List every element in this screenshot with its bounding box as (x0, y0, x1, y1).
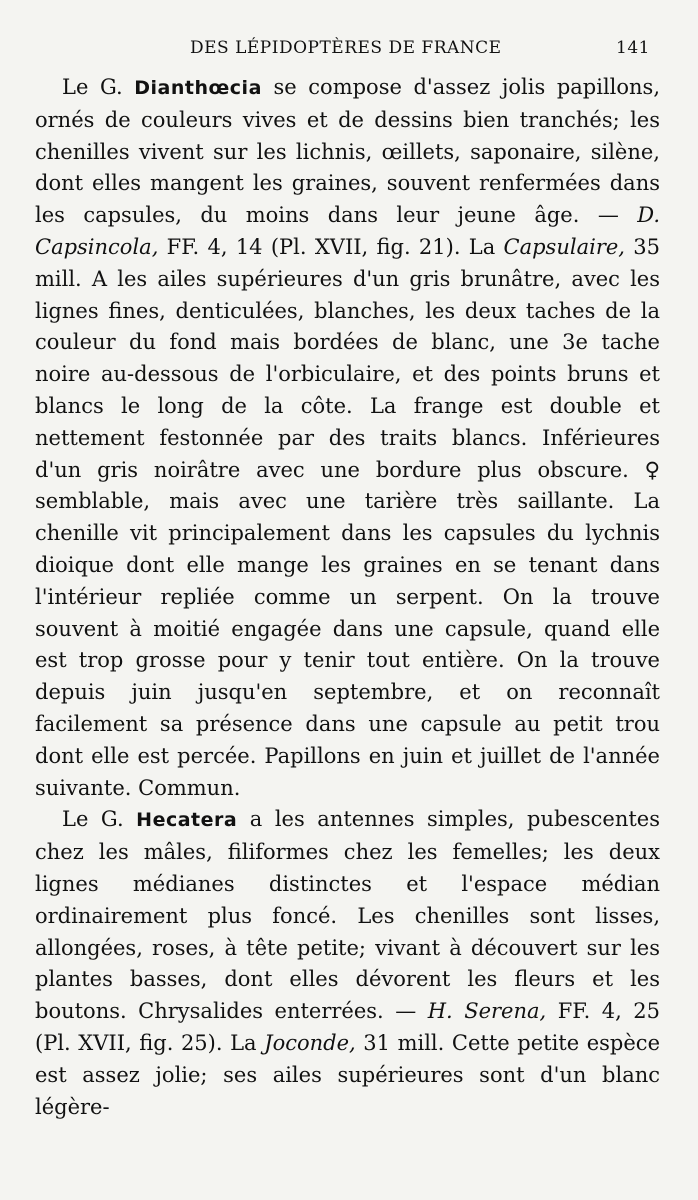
para1-text-1: se compose d'assez jolis papillons, ornés de couleurs vives et de dessins bien tranchés; les chenilles vivent sur les lichnis, œillets, saponaire, silène, dont elles mangent les graines, souvent renfermées dans les capsules, du moins dans leur jeune âge. — (35, 75, 660, 228)
common-name-capsulaire: Capsulaire, (503, 234, 625, 259)
para2-text-0: Le G. (62, 807, 137, 832)
species-name-serena: H. Serena, (427, 999, 547, 1024)
para2-text-3: 31 mill. Cette petite espèce est assez jolie; ses ailes supérieures sont d'un blanc légère- (35, 1030, 660, 1119)
common-name-joconde: Joconde, (264, 1030, 356, 1055)
genus-name-dianthoecia: Dianthœcia (134, 77, 262, 99)
para2-text-1: a les antennes simples, pubescentes chez les mâles, filiformes chez les femelles; les deux lignes médianes distinctes et l'espace médian ordinairement plus foncé. Les chenilles sont lisses, allongées, roses, à tête petite; vivant à découvert sur les plantes basses, dont elles dévorent les fleurs et les boutons. Chrysalides enterrées. — (35, 807, 660, 1024)
species-name-capsincola: D. Capsincola, (35, 203, 660, 259)
running-title: DES LÉPIDOPTÈRES DE FRANCE (190, 38, 502, 58)
para1-text-0: Le G. (62, 75, 135, 99)
page-number: 141 (616, 38, 650, 58)
para1-text-3: 35 mill. A les ailes supérieures d'un gris brunâtre, avec les lignes fines, denticulées, blanches, les deux taches de la couleur du fond mais bordées de blanc, une 3e tache noire au-dessous de l'orbiculaire, et des points bruns et blancs le long de la côte. La frange est double et nettement festonnée par des traits blancs. Inférieures d'un gris noirâtre avec une bordure plus obscure. ♀ semblable, mais avec une tarière très saillante. La chenille vit principalement dans les capsules du lychnis dioique dont elle mange les graines en se tenant dans l'intérieur repliée comme un serpent. On la trouve souvent à moitié engagée dans une capsule, quand elle est trop grosse pour y tenir tout entière. On la trouve depuis juin jusqu'en septembre, et on reconnaît facilement sa présence dans une capsule au petit trou dont elle est percée. Papillons en juin et juillet de l'année suivante. Commun. (35, 234, 660, 800)
paragraph-hecatera (35, 804, 660, 1123)
para2-text-2: FF. 4, 25 (Pl. XVII, fig. 25). La (35, 999, 660, 1055)
genus-name-hecatera: Hecatera (136, 809, 238, 832)
running-header (190, 38, 670, 58)
paragraph-dianthoecia (35, 72, 660, 804)
para1-text-2: FF. 4, 14 (Pl. XVII, fig. 21). La (158, 234, 504, 259)
page-body (35, 72, 660, 1123)
